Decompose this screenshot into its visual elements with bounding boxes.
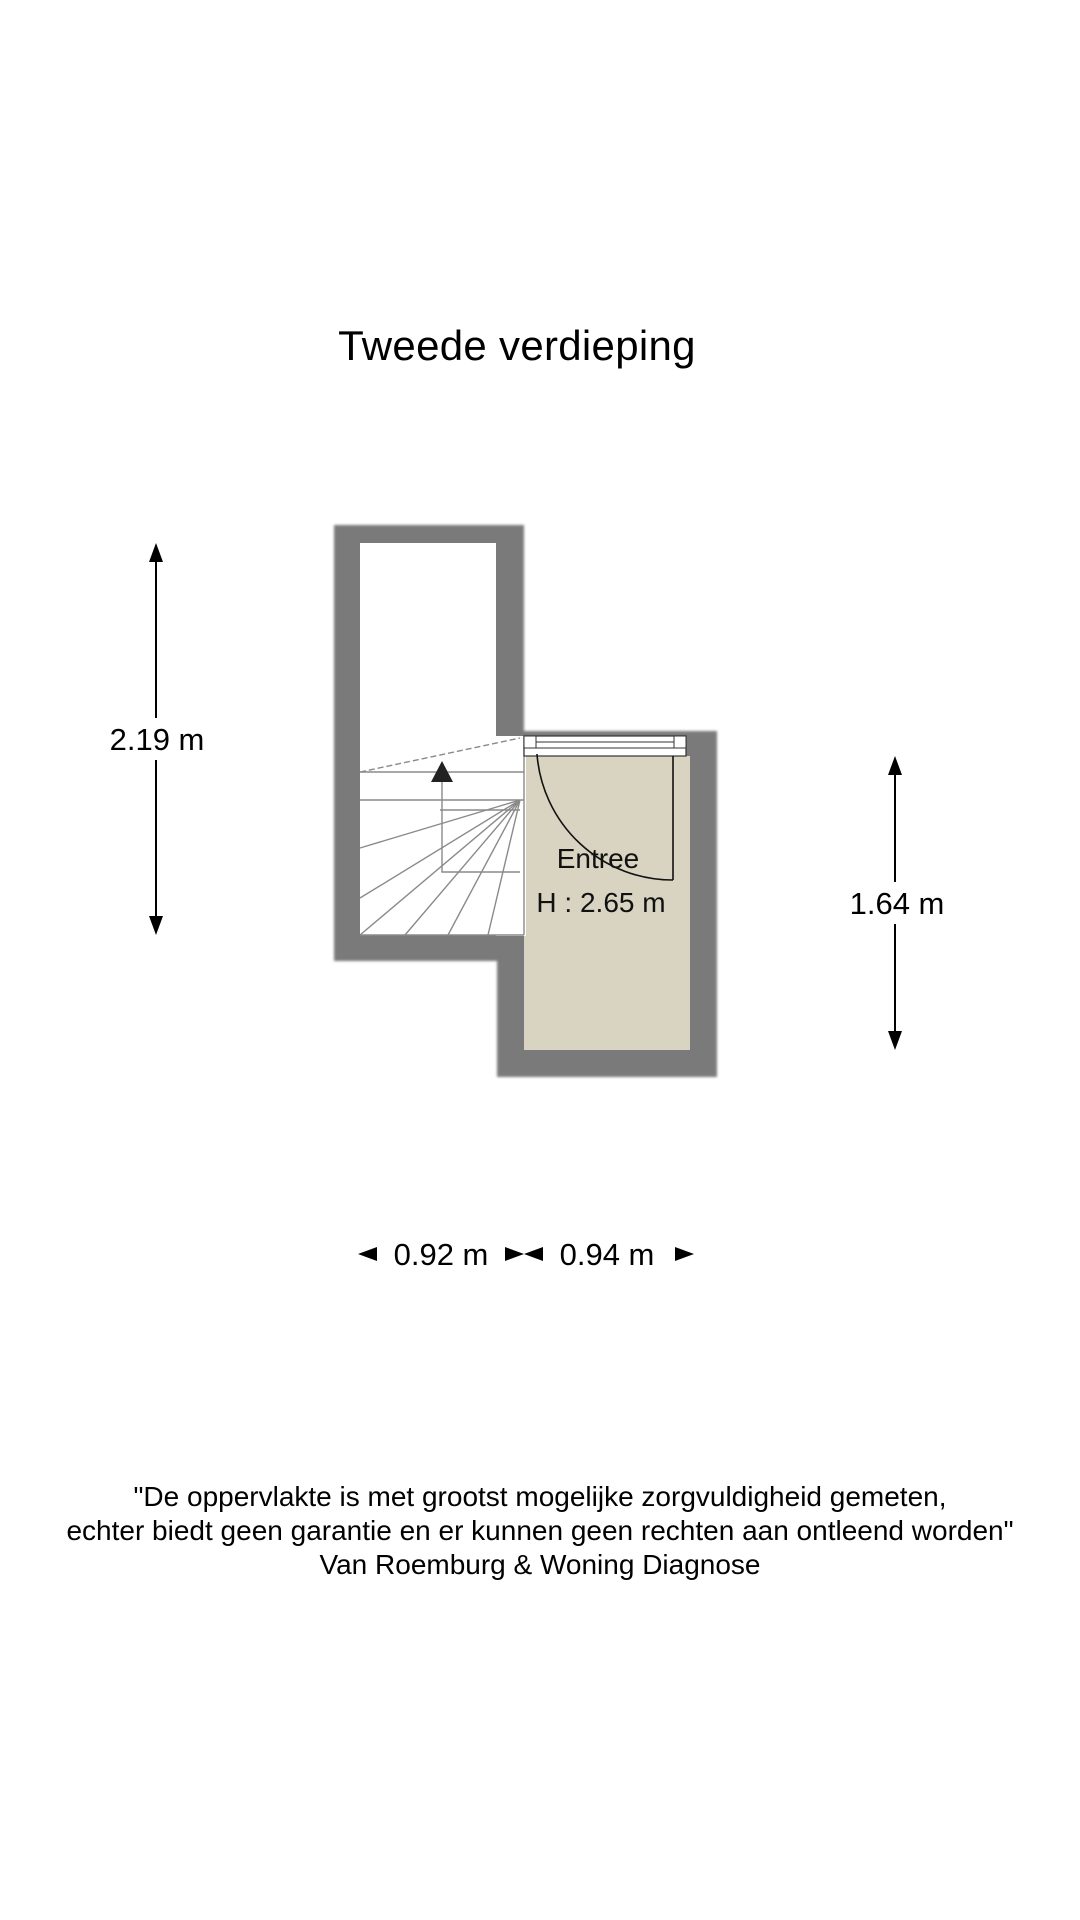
room-height: H : 2.65 m — [536, 887, 666, 918]
disclaimer-line-1: "De oppervlakte is met grootst mogelijke zorgvuldigheid gemeten, — [133, 1481, 947, 1512]
stair-void — [360, 543, 496, 935]
room-name: Entree — [556, 843, 640, 874]
dim-left-vertical — [100, 543, 212, 935]
dim-bottom-right-label: 0.94 m — [559, 1237, 655, 1272]
dim-bottom-left-label: 0.92 m — [393, 1237, 489, 1272]
walls — [334, 525, 717, 1077]
floor-title: Tweede verdieping — [338, 322, 696, 369]
window — [524, 736, 686, 756]
dim-right-label: 1.64 m — [849, 886, 945, 921]
disclaimer — [0, 1480, 1080, 1582]
dim-right-vertical — [836, 756, 956, 1050]
dim-bottom — [358, 1237, 694, 1272]
disclaimer-line-2: echter biedt geen garantie en er kunnen geen rechten aan ontleend worden" — [66, 1515, 1014, 1546]
disclaimer-line-3: Van Roemburg & Woning Diagnose — [319, 1549, 761, 1580]
dim-left-label: 2.19 m — [109, 722, 205, 757]
